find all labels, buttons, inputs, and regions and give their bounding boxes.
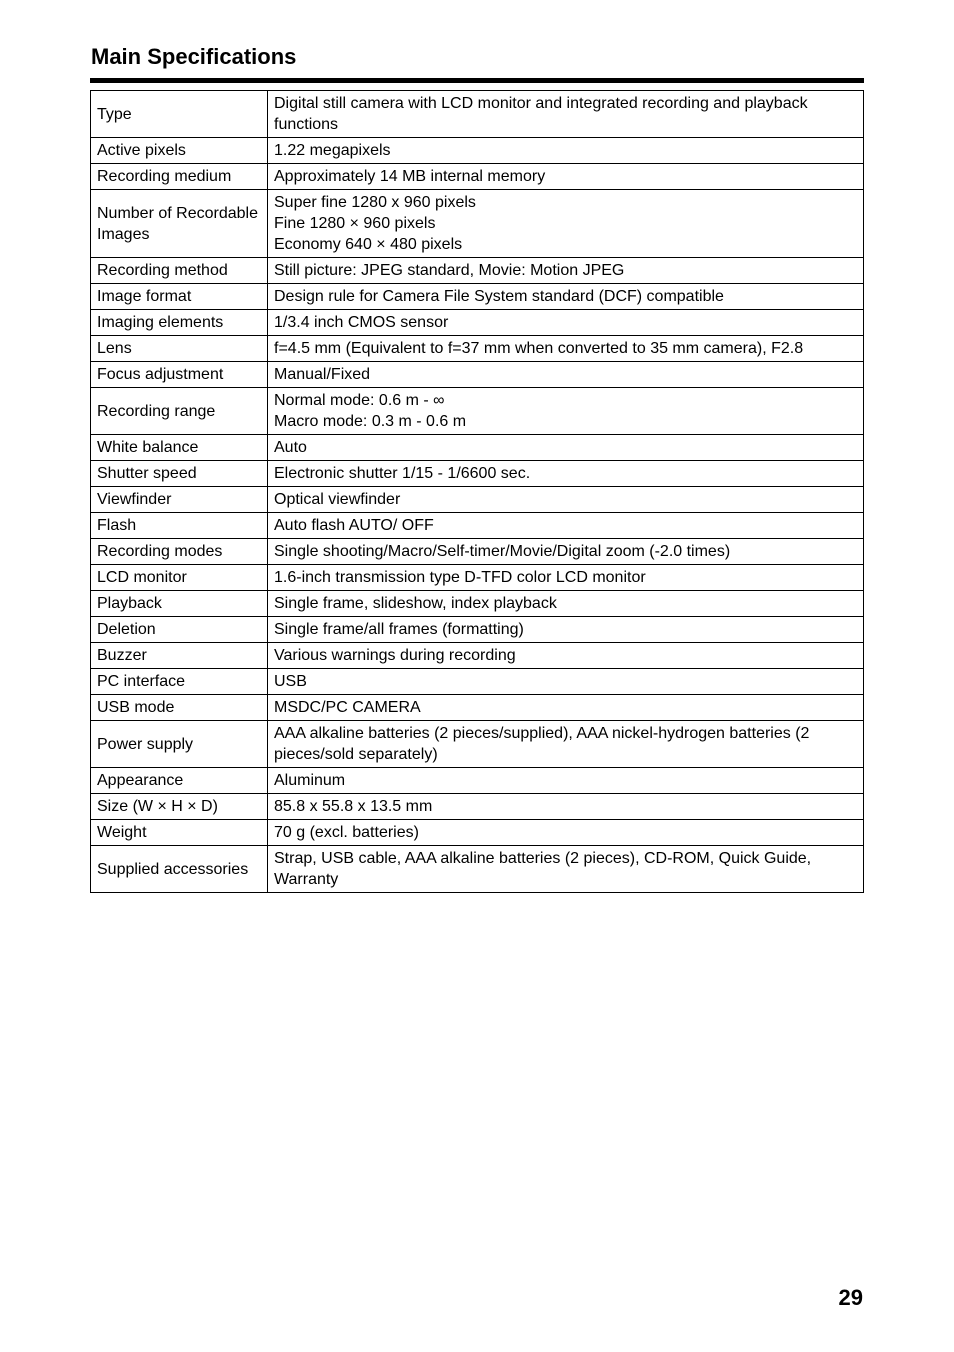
spec-value-line: 70 g (excl. batteries) [274,824,419,841]
spec-value-line: Single shooting/Macro/Self-timer/Movie/Digital zoom (-2.0 times) [274,543,731,560]
table-row [91,669,864,695]
spec-label: Size (W × H × D) [91,794,268,820]
table-row [91,310,864,336]
spec-label: Focus adjustment [91,362,268,388]
spec-value [268,846,864,893]
spec-label: Shutter speed [91,461,268,487]
spec-value-line: MSDC/PC CAMERA [274,699,421,716]
spec-value-line: Normal mode: 0.6 m - ∞ [274,392,445,409]
table-row [91,284,864,310]
spec-label: Playback [91,591,268,617]
spec-value-line: USB [274,673,307,690]
spec-value [268,617,864,643]
spec-label: Viewfinder [91,487,268,513]
spec-label: Buzzer [91,643,268,669]
spec-value [268,643,864,669]
spec-value-line: 1.6-inch transmission type D-TFD color LCD monitor [274,569,646,586]
spec-value-line: 1/3.4 inch CMOS sensor [274,314,449,331]
table-row [91,539,864,565]
spec-label: Recording range [91,388,268,435]
table-row [91,164,864,190]
table-row [91,721,864,768]
page-number: 29 [838,1285,863,1310]
spec-label: Recording modes [91,539,268,565]
spec-label: Image format [91,284,268,310]
spec-value [268,164,864,190]
table-row [91,695,864,721]
spec-label: Type [91,91,268,138]
spec-value [268,435,864,461]
spec-label: Recording method [91,258,268,284]
table-row [91,362,864,388]
table-row [91,91,864,138]
spec-value-line: Single frame/all frames (formatting) [274,621,524,638]
spec-value [268,91,864,138]
table-row [91,768,864,794]
spec-label: USB mode [91,695,268,721]
spec-value-line: Auto [274,439,307,456]
spec-value-line: Various warnings during recording [274,647,516,664]
table-row [91,820,864,846]
spec-value-line: Electronic shutter 1/15 - 1/6600 sec. [274,465,531,482]
spec-value-line: AAA alkaline batteries (2 pieces/supplied), AAA nickel-hydrogen batteries (2 pieces/sold separately) [274,725,810,763]
spec-value-line: 1.22 megapixels [274,142,391,159]
spec-value [268,310,864,336]
spec-value-line: Aluminum [274,772,346,789]
spec-value-line: Single frame, slideshow, index playback [274,595,557,612]
table-row [91,258,864,284]
spec-label: Appearance [91,768,268,794]
table-row [91,190,864,258]
table-row [91,591,864,617]
spec-value [268,669,864,695]
table-row [91,336,864,362]
spec-value-line: 85.8 x 55.8 x 13.5 mm [274,798,433,815]
spec-value [268,190,864,258]
spec-value-line: Optical viewfinder [274,491,401,508]
spec-value [268,258,864,284]
spec-label: Active pixels [91,138,268,164]
spec-value [268,388,864,435]
spec-value-line: Strap, USB cable, AAA alkaline batteries (2 pieces), CD-ROM, Quick Guide, Warranty [274,850,812,888]
spec-value [268,284,864,310]
spec-value [268,362,864,388]
table-row [91,643,864,669]
spec-value [268,591,864,617]
spec-value-line: f=4.5 mm (Equivalent to f=37 mm when converted to 35 mm camera), F2.8 [274,340,804,357]
spec-value-line: Super fine 1280 x 960 pixels [274,194,476,211]
page-title: Main Specifications [91,44,297,69]
spec-value [268,138,864,164]
specifications-table [90,90,864,893]
table-row [91,846,864,893]
spec-value [268,794,864,820]
table-row [91,138,864,164]
spec-label: PC interface [91,669,268,695]
table-row [91,435,864,461]
spec-label: White balance [91,435,268,461]
spec-value-line: Economy 640 × 480 pixels [274,236,463,253]
spec-value-line: Digital still camera with LCD monitor and integrated recording and playback functions [274,95,808,133]
spec-value-line: Auto flash AUTO/ OFF [274,517,434,534]
spec-value [268,539,864,565]
spec-value-line: Still picture: JPEG standard, Movie: Motion JPEG [274,262,625,279]
spec-value [268,768,864,794]
spec-label: Recording medium [91,164,268,190]
table-row [91,565,864,591]
spec-value-line: Manual/Fixed [274,366,371,383]
spec-label: Power supply [91,721,268,768]
table-row [91,617,864,643]
table-row [91,388,864,435]
spec-value [268,695,864,721]
spec-label: Supplied accessories [91,846,268,893]
spec-label: Flash [91,513,268,539]
spec-value-line: Fine 1280 × 960 pixels [274,215,436,232]
spec-label: Deletion [91,617,268,643]
spec-label: LCD monitor [91,565,268,591]
table-row [91,487,864,513]
spec-value [268,336,864,362]
table-row [91,461,864,487]
spec-value [268,565,864,591]
spec-value [268,461,864,487]
spec-value [268,721,864,768]
spec-label: Imaging elements [91,310,268,336]
title-rule [90,78,864,83]
spec-value [268,513,864,539]
specifications-table-body [91,91,864,893]
spec-value [268,487,864,513]
spec-value [268,820,864,846]
spec-value-line: Approximately 14 MB internal memory [274,168,546,185]
table-row [91,513,864,539]
spec-value-line: Macro mode: 0.3 m - 0.6 m [274,413,467,430]
spec-label: Number of Recordable Images [91,190,268,258]
spec-value-line: Design rule for Camera File System standard (DCF) compatible [274,288,724,305]
table-row [91,794,864,820]
spec-label: Lens [91,336,268,362]
spec-label: Weight [91,820,268,846]
